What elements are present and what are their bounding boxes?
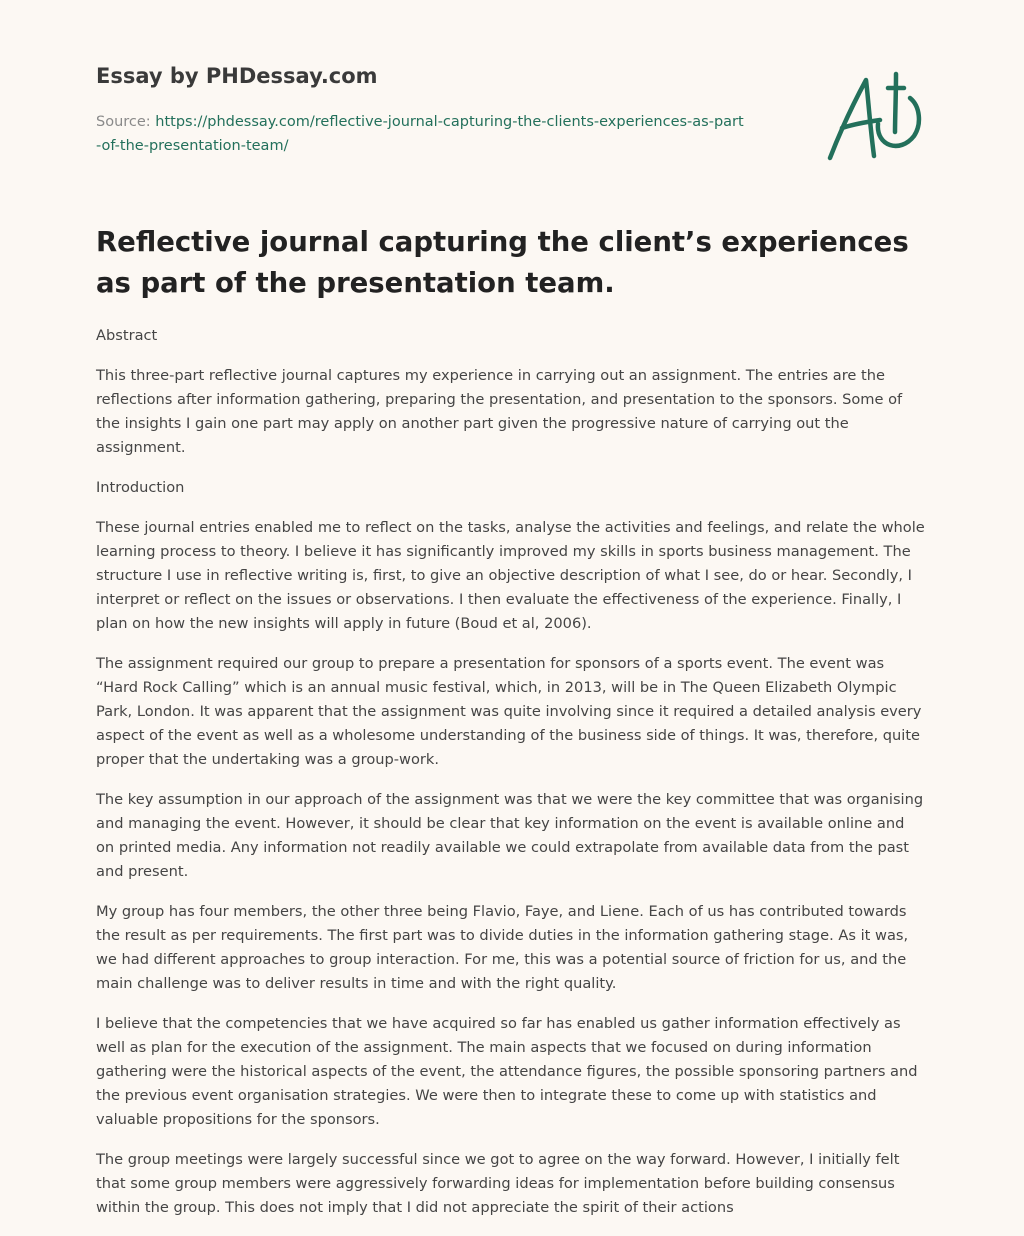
site-brand: Essay by PHDessay.com <box>96 64 378 88</box>
source-line <box>96 110 746 158</box>
body-paragraph: The key assumption in our approach of the assignment was that we were the key committee that was organising and managing the event. However, it should be clear that key information on the event is available online and on printed media. Any information not readily available we could extrapolate from available data from the past and present. <box>96 791 924 880</box>
body-paragraph: This three-part reflective journal captures my experience in carrying out an assignment. The entries are the reflections after information gathering, preparing the presentation, and presentation to the sponsors. Some of the insights I gain one part may apply on another part given the progressive nature of carrying out the assignment. <box>96 367 903 456</box>
source-link[interactable]: https://phdessay.com/reflective-journal-capturing-the-clients-experiences-as-part-of-the-presentation-team/ <box>96 114 744 154</box>
body-paragraph: I believe that the competencies that we have acquired so far has enabled us gather information effectively as well as plan for the execution of the assignment. The main aspects that we focused on during information gathering were the historical aspects of the event, the attendance figures, the possible sponsoring partners and the previous event organisation strategies. We were then to integrate these to come up with statistics and valuable propositions for the sponsors. <box>96 1015 918 1128</box>
section-heading-introduction: Introduction <box>96 479 185 496</box>
essay-body <box>96 324 926 1236</box>
body-paragraph: The assignment required our group to prepare a presentation for sponsors of a sports event. The event was “Hard Rock Calling” which is an annual music festival, which, in 2013, will be in The Queen Elizabeth Olympic Park, London. It was apparent that the assignment was quite involving since it required a detailed analysis every aspect of the event as well as a wholesome understanding of the business side of things. It was, therefore, quite proper that the undertaking was a group-work. <box>96 655 922 768</box>
a-plus-grade-icon <box>824 66 928 166</box>
source-label: Source: <box>96 114 151 130</box>
body-paragraph: These journal entries enabled me to reflect on the tasks, analyse the activities and feelings, and relate the whole learning process to theory. I believe it has significantly improved my skills in sports business management. The structure I use in reflective writing is, first, to give an objective description of what I see, do or hear. Secondly, I interpret or reflect on the issues or observations. I then evaluate the effectiveness of the experience. Finally, I plan on how the new insights will apply in future (Boud et al, 2006). <box>96 519 925 632</box>
body-paragraph: The group meetings were largely successful since we got to agree on the way forward. However, I initially felt that some group members were aggressively forwarding ideas for implementation before building consensus within the group. This does not imply that I did not appreciate the spirit of their actions <box>96 1151 900 1216</box>
section-heading-abstract: Abstract <box>96 327 158 344</box>
body-paragraph: My group has four members, the other three being Flavio, Faye, and Liene. Each of us has contributed towards the result as per requirements. The first part was to divide duties in the information gathering stage. As it was, we had different approaches to group interaction. For me, this was a potential source of friction for us, and the main challenge was to deliver results in time and with the right quality. <box>96 903 909 992</box>
essay-title: Reflective journal capturing the client’s experiences as part of the presentation team. <box>96 226 909 299</box>
